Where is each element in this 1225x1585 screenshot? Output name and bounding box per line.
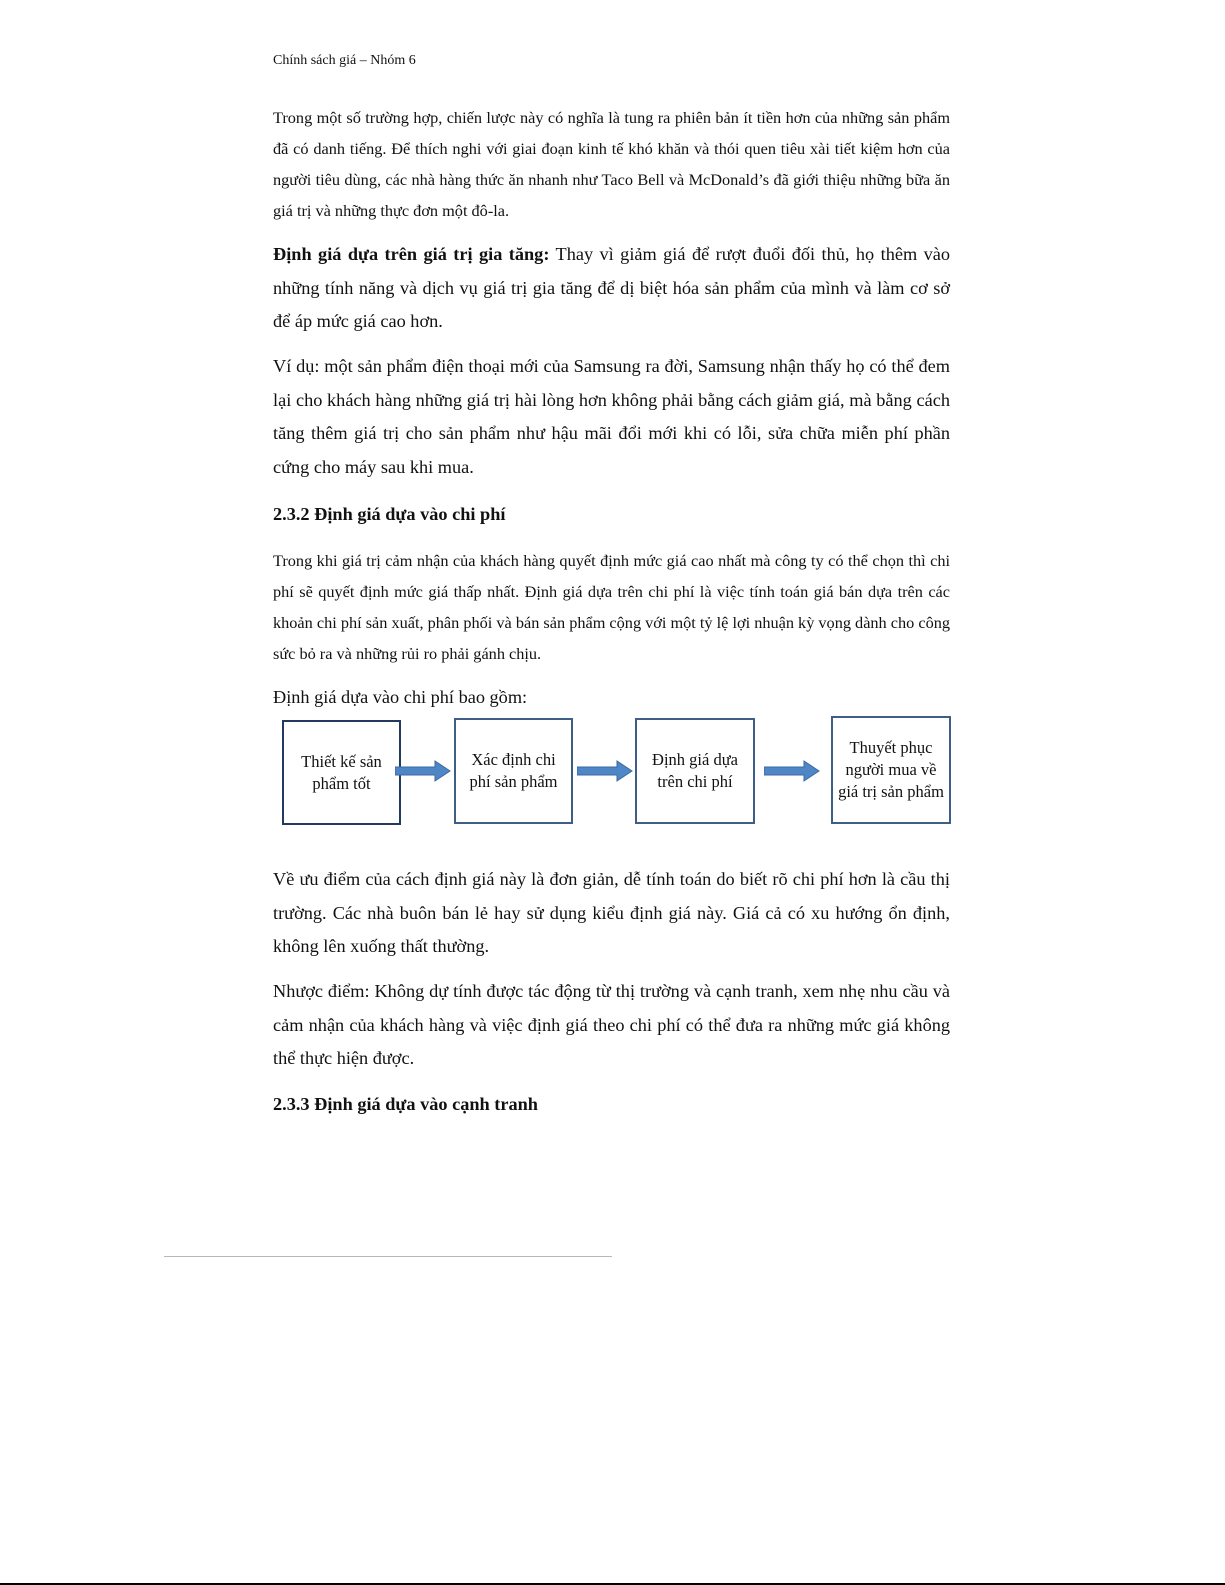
paragraph-cost-based-includes: Định giá dựa vào chi phí bao gồm: <box>273 687 528 707</box>
paragraph-samsung-example: Ví dụ: một sản phẩm điện thoại mới của Samsung ra đời, Samsung nhận thấy họ có thể đem lại cho khách hàng những giá trị hài lòng hơn không phải bằng cách giảm giá, mà bằng cách tăng thêm giá trị cho sản phẩm như hậu mãi đổi mới khi có lỗi, sửa chữa miễn phí phần cứng cho máy sau khi mua. <box>273 356 950 478</box>
flow-step-2: Xác định chi phí sản phẩm <box>454 718 573 824</box>
paragraph-value-added-pricing <box>273 238 950 339</box>
paragraph-cost-based-definition: Trong khi giá trị cảm nhận của khách hàng quyết định mức giá cao nhất mà công ty có thể chọn thì chi phí sẽ quyết định mức giá thấp nhất. Định giá dựa trên chi phí là việc tính toán giá bán dựa trên các khoản chi phí sản xuất, phân phối và bán sản phẩm cộng với một tỷ lệ lợi nhuận kỳ vọng dành cho công sức bỏ ra và những rủi ro phải gánh chịu. <box>273 551 950 663</box>
running-header: Chính sách giá – Nhóm 6 <box>273 53 416 68</box>
flow-step-4: Thuyết phục người mua về giá trị sản phẩm <box>831 716 951 824</box>
flow-arrow-1 <box>395 760 451 782</box>
section-heading-competition-based-pricing: 2.3.3 Định giá dựa vào cạnh tranh <box>273 1094 538 1114</box>
flow-step-1: Thiết kế sản phẩm tốt <box>282 720 401 825</box>
paragraph-disadvantages: Nhược điểm: Không dự tính được tác động từ thị trường và cạnh tranh, xem nhẹ nhu cầu và cảm nhận của khách hàng và việc định giá theo chi phí có thể đưa ra những mức giá không thể thực hiện được. <box>273 981 950 1069</box>
footnote-separator <box>164 1256 612 1257</box>
paragraph-budget-versions: Trong một số trường hợp, chiến lược này có nghĩa là tung ra phiên bản ít tiền hơn của những sản phẩm đã có danh tiếng. Để thích nghi với giai đoạn kinh tế khó khăn và thói quen tiêu xài tiết kiệm hơn của người tiêu dùng, các nhà hàng thức ăn nhanh như Taco Bell và McDonald’s đã giới thiệu những bữa ăn giá trị và những thực đơn một đô-la. <box>273 108 950 220</box>
section-heading-cost-based-pricing: 2.3.2 Định giá dựa vào chi phí <box>273 504 506 524</box>
flow-step-3: Định giá dựa trên chi phí <box>635 718 755 824</box>
value-added-body: Thay vì giảm giá để rượt đuổi đối thủ, họ thêm vào những tính năng và dịch vụ giá trị gia tăng để dị biệt hóa sản phẩm của mình và làm cơ sở để áp mức giá cao hơn. <box>273 244 951 332</box>
paragraph-advantages: Về ưu điểm của cách định giá này là đơn giản, dễ tính toán do biết rõ chi phí hơn là cầu thị trường. Các nhà buôn bán lẻ hay sử dụng kiểu định giá này. Giá cả có xu hướng ổn định, không lên xuống thất thường. <box>273 869 950 957</box>
value-added-lead-term: Định giá dựa trên giá trị gia tăng: <box>273 244 550 264</box>
flow-arrow-3 <box>764 760 820 782</box>
flow-arrow-2 <box>577 760 633 782</box>
